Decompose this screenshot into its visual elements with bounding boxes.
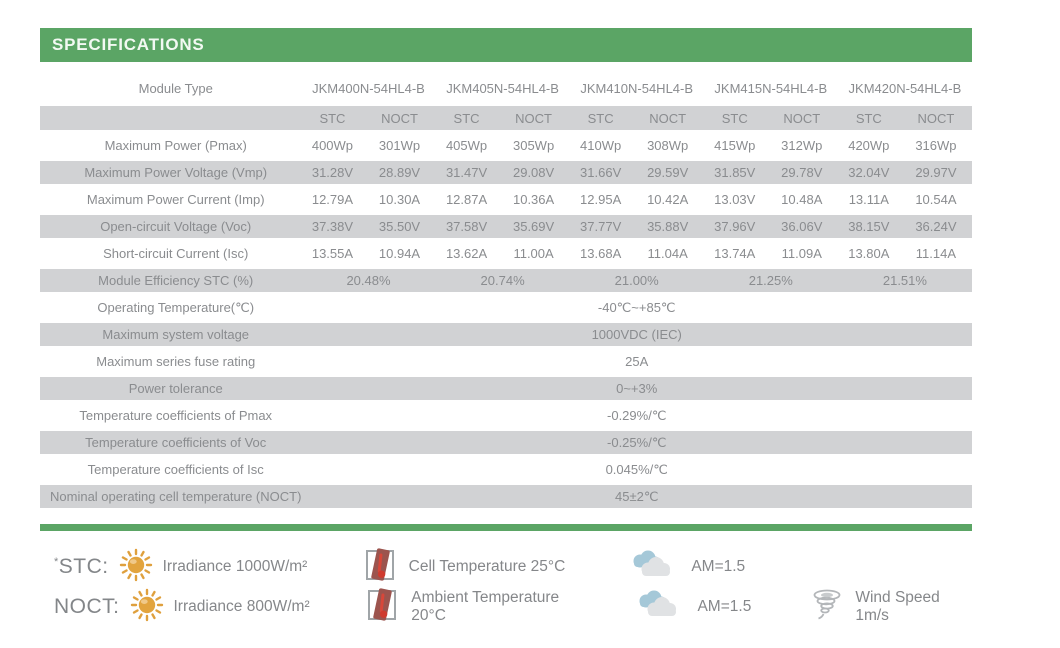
condition-header: STC — [838, 106, 900, 130]
spec-row-coeff-pmax — [40, 404, 972, 427]
spec-row-label: Module Efficiency STC (%) — [40, 269, 301, 292]
module-name: JKM400N-54HL4-B — [301, 74, 435, 102]
spec-value: 37.38V — [301, 215, 363, 238]
spec-value: 31.28V — [301, 161, 363, 184]
spec-value: 28.89V — [363, 161, 435, 184]
spec-value: 37.58V — [436, 215, 498, 238]
test-conditions-legend — [40, 547, 972, 627]
specifications-table — [40, 70, 972, 512]
stc-footnote-asterisk: * — [54, 556, 59, 568]
spec-value: 29.78V — [766, 161, 838, 184]
stc-label: *STC: — [54, 555, 109, 578]
thermometer-icon — [365, 547, 397, 588]
spec-row-voc — [40, 215, 972, 238]
empty-cell — [40, 106, 301, 130]
spec-value: 10.48A — [766, 188, 838, 211]
spec-value: -0.29%/℃ — [301, 404, 972, 427]
spec-value: 405Wp — [436, 134, 498, 157]
module-type-label: Module Type — [40, 74, 301, 102]
tornado-icon — [809, 588, 843, 627]
spec-value: 10.42A — [632, 188, 704, 211]
spec-row-imp — [40, 188, 972, 211]
stc-cell-temperature-text: Cell Temperature 25°C — [408, 558, 566, 575]
clouds-icon — [633, 590, 683, 625]
spec-value: 12.95A — [570, 188, 632, 211]
spec-value: 301Wp — [363, 134, 435, 157]
spec-value: 29.08V — [498, 161, 570, 184]
spec-value: 11.09A — [766, 242, 838, 265]
spec-value: 37.77V — [570, 215, 632, 238]
spec-value: 305Wp — [498, 134, 570, 157]
condition-header: NOCT — [766, 106, 838, 130]
sun-icon — [130, 588, 164, 627]
condition-header-row — [40, 106, 972, 130]
stc-air-mass-text: AM=1.5 — [691, 558, 746, 575]
module-name: JKM410N-54HL4-B — [570, 74, 704, 102]
spec-row-label: Temperature coefficients of Voc — [40, 431, 301, 454]
stc-irradiance-text: Irradiance 1000W/m² — [162, 558, 308, 575]
spec-value: 31.66V — [570, 161, 632, 184]
spec-value: 21.51% — [838, 269, 972, 292]
condition-header: NOCT — [900, 106, 972, 130]
spec-value: 10.30A — [363, 188, 435, 211]
spec-value: 37.96V — [704, 215, 766, 238]
spec-value: 420Wp — [838, 134, 900, 157]
spec-value: 312Wp — [766, 134, 838, 157]
noct-air-mass-text: AM=1.5 — [697, 598, 752, 615]
spec-row-label: Maximum Power Voltage (Vmp) — [40, 161, 301, 184]
spec-value: 35.50V — [363, 215, 435, 238]
spec-row-label: Maximum system voltage — [40, 323, 301, 346]
spec-row-label: Short-circuit Current (Isc) — [40, 242, 301, 265]
spec-row-label: Open-circuit Voltage (Voc) — [40, 215, 301, 238]
spec-row-isc — [40, 242, 972, 265]
spec-value: 13.80A — [838, 242, 900, 265]
spec-row-coeff-isc — [40, 458, 972, 481]
spec-row-label: Maximum Power Current (Imp) — [40, 188, 301, 211]
spec-value: -40℃~+85℃ — [301, 296, 972, 319]
spec-row-label: Maximum Power (Pmax) — [40, 134, 301, 157]
spec-row-vmp — [40, 161, 972, 184]
spec-row-label: Nominal operating cell temperature (NOCT) — [40, 485, 301, 508]
spec-value: 38.15V — [838, 215, 900, 238]
spec-value: 31.47V — [436, 161, 498, 184]
sun-icon — [119, 548, 153, 587]
condition-header: NOCT — [498, 106, 570, 130]
spec-value: 0~+3% — [301, 377, 972, 400]
spec-value: 10.54A — [900, 188, 972, 211]
spec-value: 13.62A — [436, 242, 498, 265]
spec-value: 29.59V — [632, 161, 704, 184]
spec-row-pmax — [40, 134, 972, 157]
spec-value: 13.68A — [570, 242, 632, 265]
spec-value: 11.14A — [900, 242, 972, 265]
condition-header: STC — [570, 106, 632, 130]
spec-value: 20.48% — [301, 269, 435, 292]
spec-row-label: Maximum series fuse rating — [40, 350, 301, 373]
spec-value: 21.25% — [704, 269, 838, 292]
spec-value: 20.74% — [436, 269, 570, 292]
noct-label: NOCT: — [54, 595, 120, 618]
noct-legend-row — [54, 587, 972, 627]
spec-row-label: Temperature coefficients of Isc — [40, 458, 301, 481]
spec-row-fuse-rating — [40, 350, 972, 373]
module-type-row — [40, 74, 972, 102]
spec-value: 10.94A — [363, 242, 435, 265]
spec-value: 13.55A — [301, 242, 363, 265]
spec-value: 13.03V — [704, 188, 766, 211]
spec-value: 36.24V — [900, 215, 972, 238]
spec-value: 35.69V — [498, 215, 570, 238]
spec-row-label: Power tolerance — [40, 377, 301, 400]
spec-row-noct — [40, 485, 972, 508]
spec-row-label: Temperature coefficients of Pmax — [40, 404, 301, 427]
condition-header: STC — [301, 106, 363, 130]
spec-value: 31.85V — [704, 161, 766, 184]
spec-value: 308Wp — [632, 134, 704, 157]
spec-value: 45±2℃ — [301, 485, 972, 508]
spec-value: 32.04V — [838, 161, 900, 184]
wind-speed-text: Wind Speed 1m/s — [855, 589, 940, 624]
spec-value: -0.25%/℃ — [301, 431, 972, 454]
condition-header: NOCT — [632, 106, 704, 130]
spec-value: 36.06V — [766, 215, 838, 238]
spec-row-power-tolerance — [40, 377, 972, 400]
divider-line — [40, 524, 972, 531]
noct-ambient-temperature-text: Ambient Temperature 20°C — [411, 589, 560, 624]
spec-value: 25A — [301, 350, 972, 373]
spec-value: 12.79A — [301, 188, 363, 211]
spec-value: 400Wp — [301, 134, 363, 157]
spec-value: 29.97V — [900, 161, 972, 184]
spec-value: 415Wp — [704, 134, 766, 157]
spec-value: 11.04A — [632, 242, 704, 265]
spec-value: 410Wp — [570, 134, 632, 157]
condition-header: STC — [704, 106, 766, 130]
condition-header: STC — [436, 106, 498, 130]
spec-value: 12.87A — [436, 188, 498, 211]
spec-value: 35.88V — [632, 215, 704, 238]
spec-row-operating-temp — [40, 296, 972, 319]
spec-row-system-voltage — [40, 323, 972, 346]
module-name: JKM405N-54HL4-B — [436, 74, 570, 102]
spec-row-efficiency — [40, 269, 972, 292]
spec-value: 0.045%/℃ — [301, 458, 972, 481]
spec-value: 1000VDC (IEC) — [301, 323, 972, 346]
spec-row-label: Operating Temperature(℃) — [40, 296, 301, 319]
spec-value: 13.74A — [704, 242, 766, 265]
spec-value: 316Wp — [900, 134, 972, 157]
spec-value: 11.00A — [498, 242, 570, 265]
noct-irradiance-text: Irradiance 800W/m² — [173, 598, 310, 615]
thermometer-icon — [367, 587, 399, 628]
spec-row-coeff-voc — [40, 431, 972, 454]
spec-value: 10.36A — [498, 188, 570, 211]
page-title: SPECIFICATIONS — [40, 28, 972, 62]
spec-value: 13.11A — [838, 188, 900, 211]
module-name: JKM420N-54HL4-B — [838, 74, 972, 102]
module-name: JKM415N-54HL4-B — [704, 74, 838, 102]
clouds-icon — [627, 550, 677, 585]
stc-legend-row — [54, 547, 972, 587]
spec-value: 21.00% — [570, 269, 704, 292]
condition-header: NOCT — [363, 106, 435, 130]
